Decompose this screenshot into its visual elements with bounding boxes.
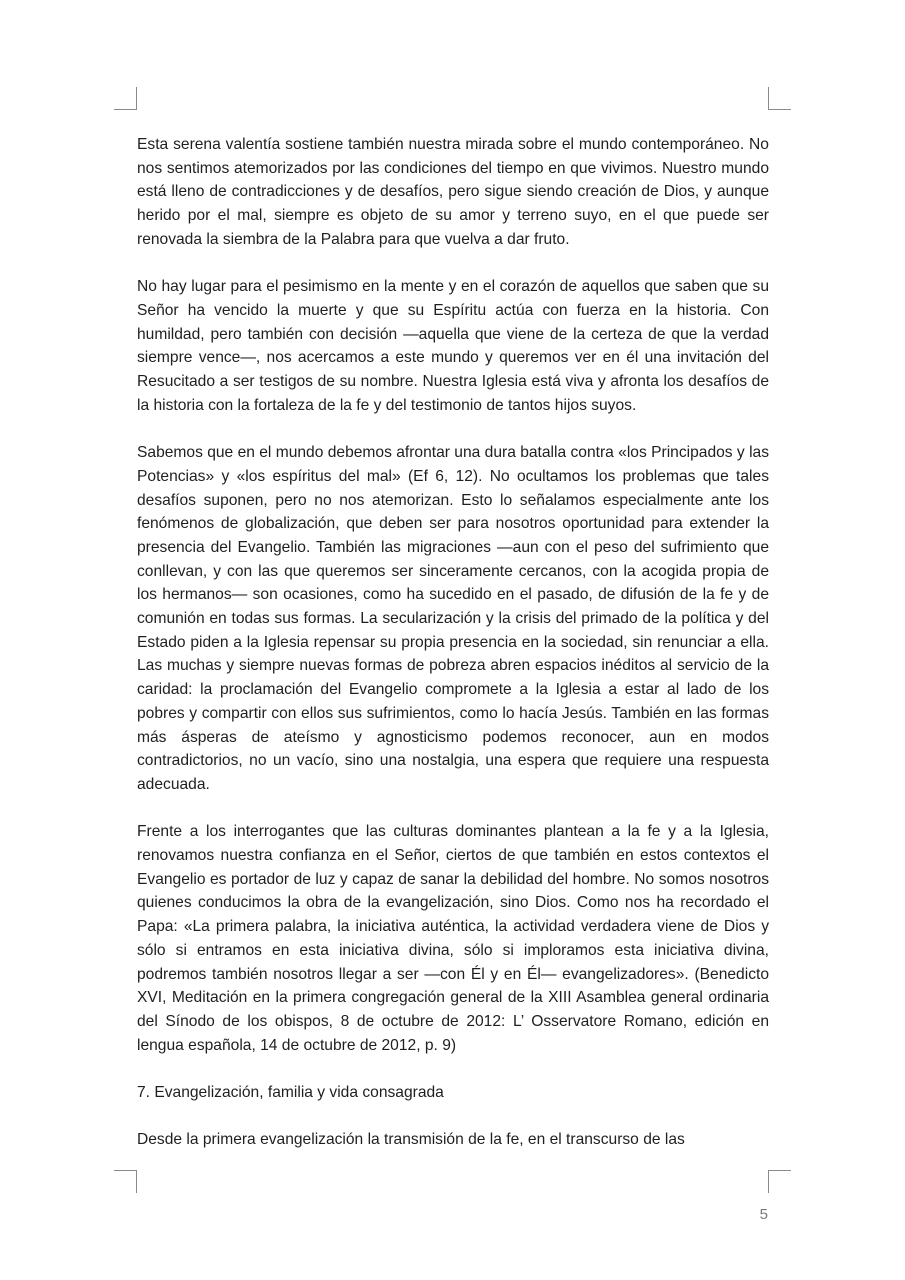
margin-corner-top-left: [114, 87, 137, 110]
paragraph: Esta serena valentía sostiene también nuestra mirada sobre el mundo contemporáneo. No nos sentimos atemorizados por las condiciones del tiempo en que vivimos. Nuestro mundo está lleno de contradicciones y de desafíos, pero sigue siendo creación de Dios, y aunque herido por el mal, siempre es objeto de su amor y terreno suyo, en el que puede ser renovada la siembra de la Palabra para que vuelva a dar fruto.: [137, 136, 769, 248]
page-number: 5: [759, 1206, 768, 1223]
margin-corner-bottom-right: [768, 1170, 791, 1193]
margin-corner-top-right: [768, 87, 791, 110]
paragraph: Desde la primera evangelización la transmisión de la fe, en el transcurso de las: [137, 1131, 685, 1149]
paragraph: No hay lugar para el pesimismo en la mente y en el corazón de aquellos que saben que su Señor ha vencido la muerte y que su Espíritu actúa con fuerza en la historia. Con humildad, pero también con decisión —aquella que viene de la certeza de que la verdad siempre vence—, nos acercamos a este mundo y queremos ver en él una invitación del Resucitado a ser testigos de su nombre. Nuestra Iglesia está viva y afronta los desafíos de la historia con la fortaleza de la fe y del testimonio de tantos hijos suyos.: [137, 278, 769, 414]
section-heading: 7. Evangelización, familia y vida consagrada: [137, 1084, 444, 1102]
margin-corner-bottom-left: [114, 1170, 137, 1193]
paragraph: Frente a los interrogantes que las culturas dominantes plantean a la fe y a la Iglesia, renovamos nuestra confianza en el Señor, ciertos de que también en estos contextos el Evangelio es portador de luz y capaz de sanar la debilidad del hombre. No somos nosotros quienes conducimos la obra de la evangelización, sino Dios. Como nos ha recordado el Papa: «La primera palabra, la iniciativa auténtica, la actividad verdadera viene de Dios y sólo si entramos en esta iniciativa divina, sólo si imploramos esta iniciativa divina, podremos también nosotros llegar a ser —con Él y en Él— evangelizadores». (Benedicto XVI, Meditación en la primera congregación general de la XIII Asamblea general ordinaria del Sínodo de los obispos, 8 de octubre de 2012: L’ Osservatore Romano, edición en lengua española, 14 de octubre de 2012, p. 9): [137, 823, 769, 1054]
paragraph: Sabemos que en el mundo debemos afrontar una dura batalla contra «los Principados y las Potencias» y «los espíritus del mal» (Ef 6, 12). No ocultamos los problemas que tales desafíos suponen, pero no nos atemorizan. Esto lo señalamos especialmente ante los fenómenos de globalización, que deben ser para nosotros oportunidad para extender la presencia del Evangelio. También las migraciones —aun con el peso del sufrimiento que conllevan, y con las que queremos ser sinceramente cercanos, con la acogida propia de los hermanos— son ocasiones, como ha sucedido en el pasado, de difusión de la fe y de comunión en todas sus formas. La secularización y la crisis del primado de la política y del Estado piden a la Iglesia repensar su propia presencia en la sociedad, sin renunciar a ella. Las muchas y siempre nuevas formas de pobreza abren espacios inéditos al servicio de la caridad: la proclamación del Evangelio compromete a la Iglesia a estar al lado de los pobres y compartir con ellos sus sufrimientos, como lo hacía Jesús. También en las formas más ásperas de ateísmo y agnosticismo podemos reconocer, aun en modos contradictorios, no un vacío, sino una nostalgia, una espera que requiere una respuesta adecuada.: [137, 444, 769, 793]
document-body: [137, 133, 769, 1152]
